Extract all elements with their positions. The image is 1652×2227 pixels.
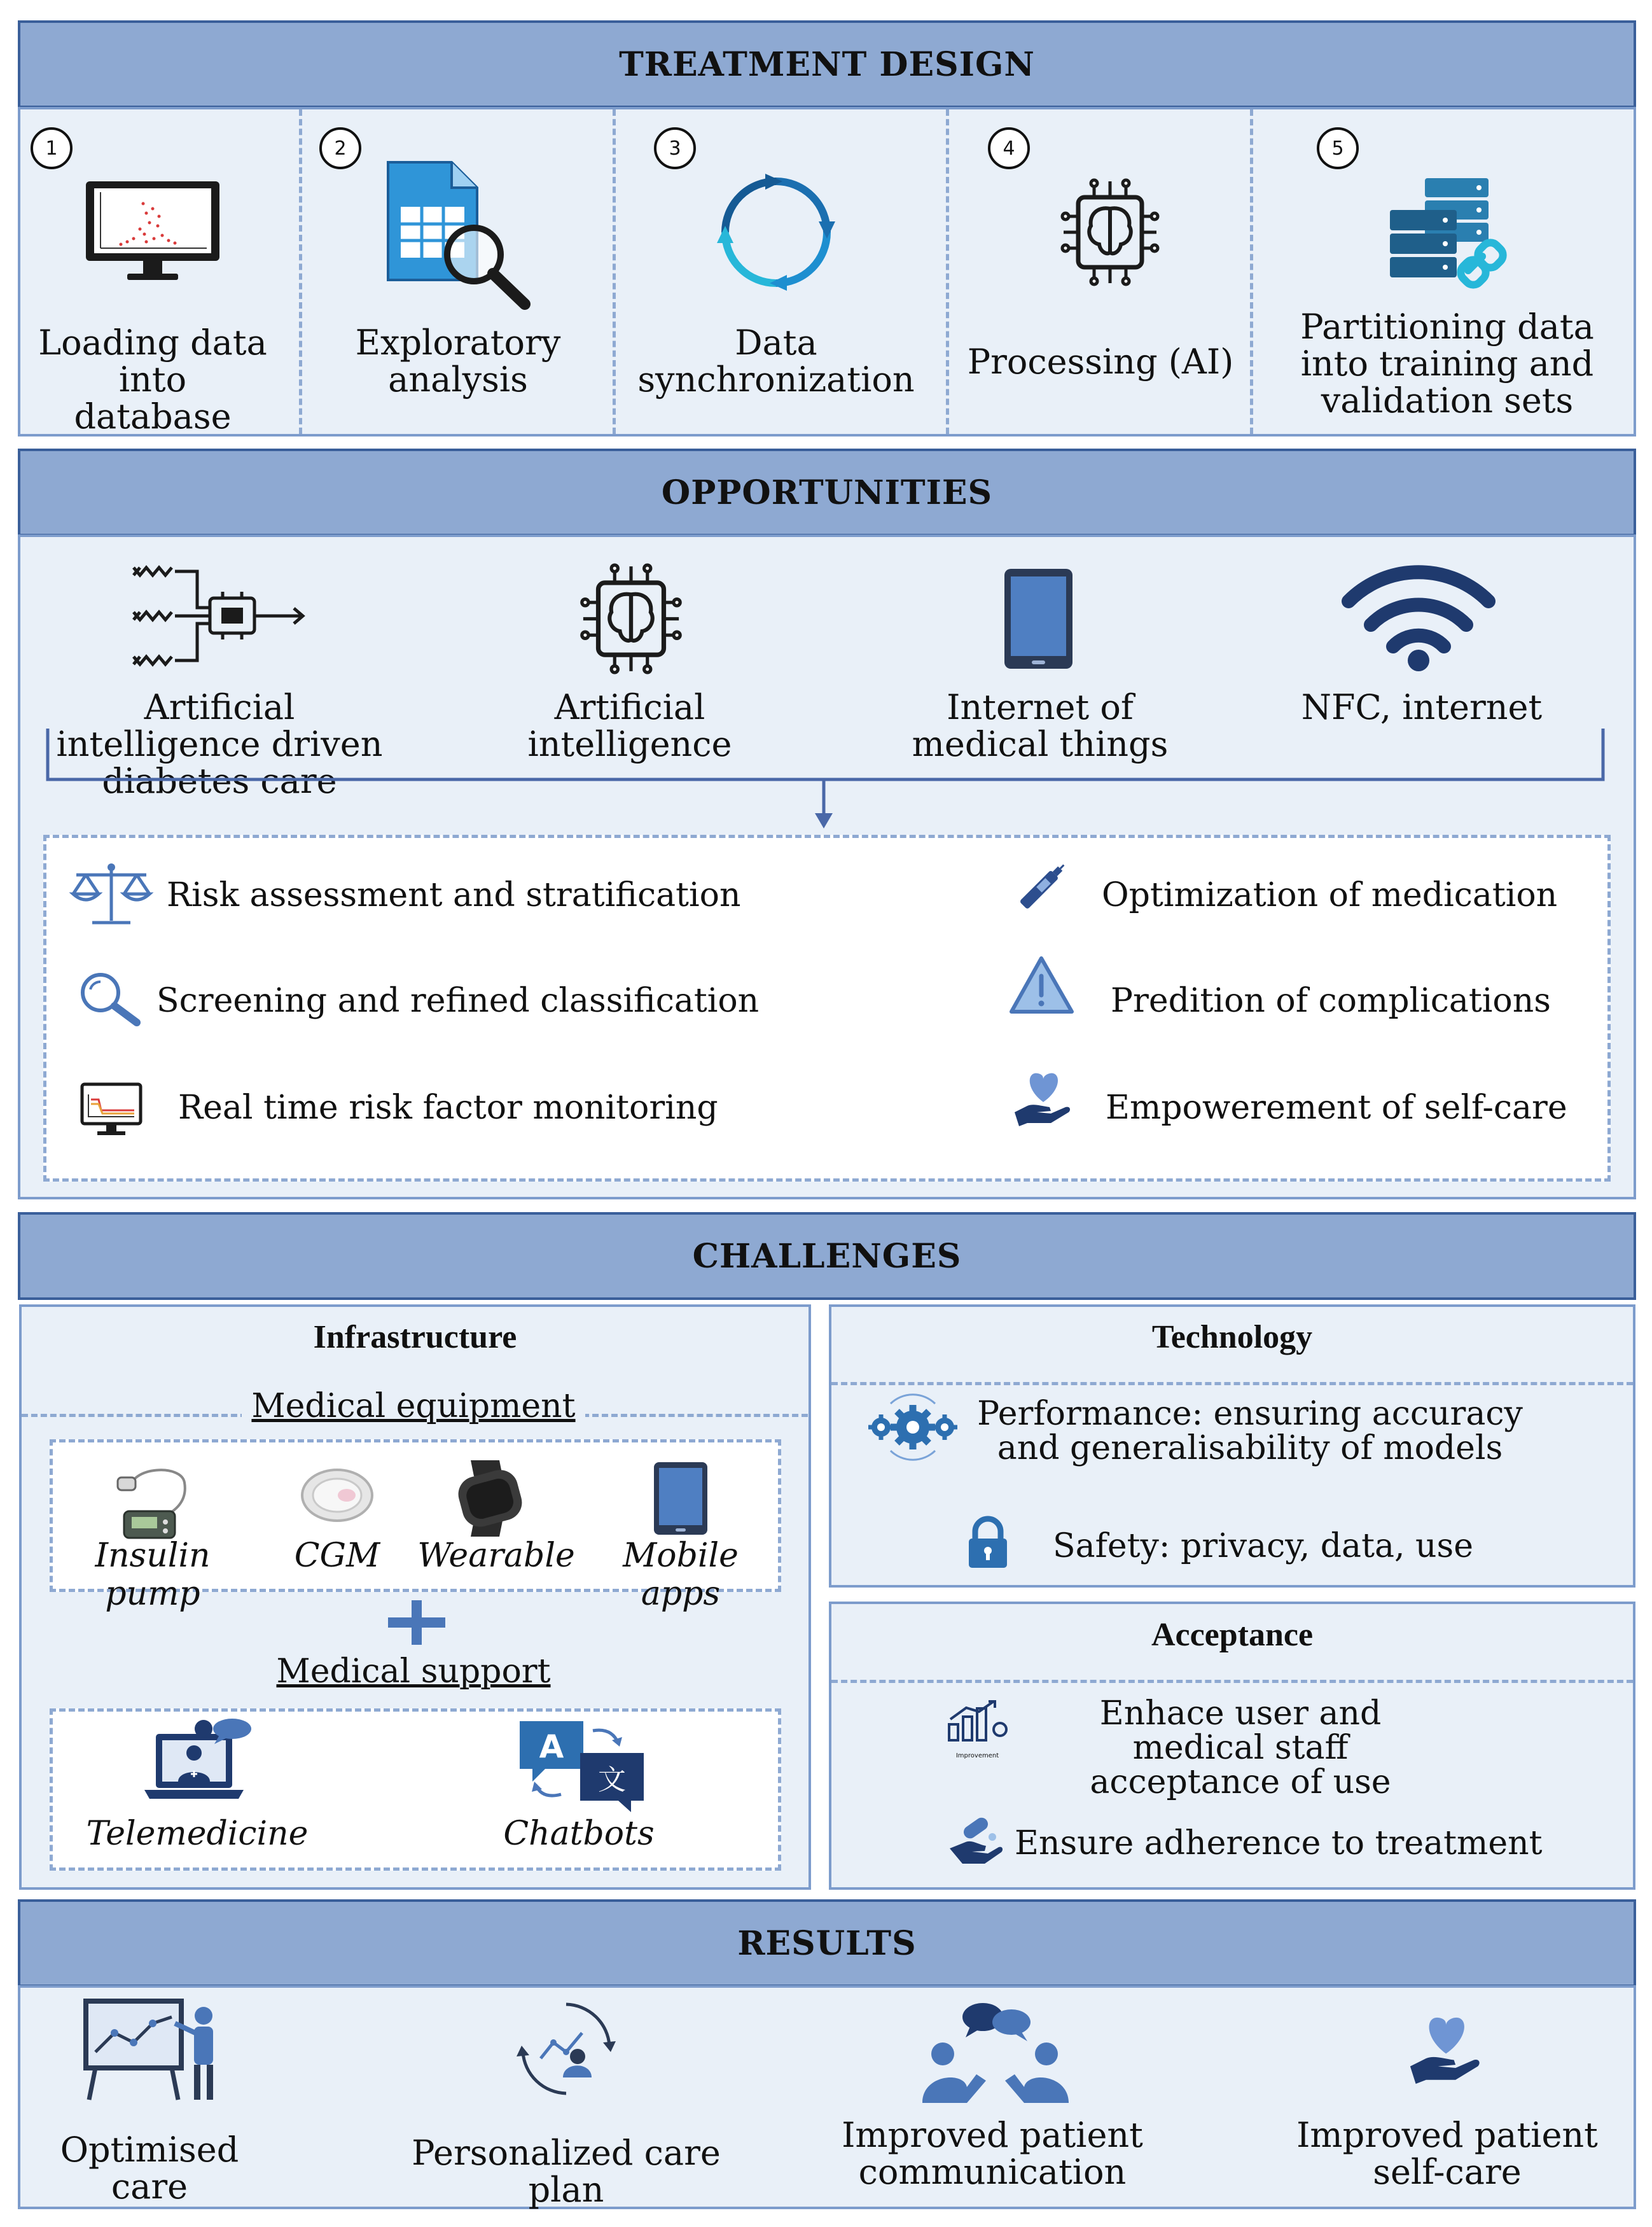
- acceptance-adherence: Ensure adherence to treatment: [1015, 1824, 1543, 1862]
- benefit-risk-assessment: Risk assessment and stratification: [167, 876, 741, 914]
- benefit-real-time-monitoring: Real time risk factor monitoring: [178, 1089, 718, 1127]
- spreadsheet-search-icon: [382, 159, 534, 312]
- smartwatch-icon: [448, 1457, 531, 1540]
- acceptance-title: Acceptance: [1151, 1617, 1314, 1653]
- magnifier-icon: [76, 970, 143, 1028]
- tech-label-iomt: Internet of medical things: [912, 687, 1169, 764]
- step-label-4: Processing (AI): [967, 342, 1234, 382]
- ai-brain-chip-icon: [567, 563, 695, 674]
- challenges-header: [18, 1212, 1636, 1300]
- divider: [299, 109, 302, 434]
- equipment-label-wearable: Wearable: [417, 1537, 575, 1575]
- opportunities-bracket-arrow: [45, 725, 1609, 834]
- insulin-pump-icon: [105, 1463, 200, 1540]
- cgm-sensor-icon: [299, 1467, 375, 1524]
- challenges-title: CHALLENGES: [692, 1236, 962, 1276]
- monitor-chart-icon: [83, 178, 223, 286]
- tech-label-ai: Artificial intelligence: [527, 687, 732, 764]
- opportunities-title: OPPORTUNITIES: [661, 473, 993, 512]
- technology-safety: Safety: privacy, data, use: [1053, 1527, 1473, 1565]
- pill-hand-icon: [947, 1817, 1004, 1867]
- divider: [613, 109, 616, 434]
- warning-triangle-icon: [1008, 954, 1075, 1015]
- gears-icon: [865, 1392, 961, 1462]
- results-title: RESULTS: [737, 1923, 917, 1963]
- ai-diabetes-chip-icon: [127, 560, 312, 681]
- technology-performance: Performance: ensuring accuracy and generalisability of models: [977, 1395, 1523, 1467]
- medical-support-title: Medical support: [276, 1652, 551, 1691]
- equipment-label-mobile-apps: Mobile apps: [623, 1537, 739, 1613]
- sync-cycle-icon: [716, 172, 836, 293]
- benefit-prediction-complications: Predition of complications: [1111, 982, 1551, 1020]
- opportunities-header: [18, 449, 1636, 536]
- step-number-3: 3: [654, 127, 696, 169]
- treatment-design-header: [18, 20, 1636, 108]
- benefit-optimization-medication: Optimization of medication: [1102, 876, 1558, 914]
- divider: [946, 109, 949, 434]
- monitoring-screen-icon: [80, 1082, 143, 1139]
- result-improved-self-care: Improved patient self-care: [1296, 2115, 1598, 2192]
- hand-heart-icon: [1011, 1063, 1072, 1126]
- divider: [1250, 109, 1253, 434]
- result-improved-communication: Improved patient communication: [842, 2115, 1143, 2192]
- tablet-icon: [652, 1460, 709, 1537]
- support-label-chatbots: Chatbots: [503, 1815, 655, 1853]
- svg-text:A: A: [539, 1728, 564, 1765]
- results-header: [18, 1899, 1636, 1987]
- personalized-plan-icon: [515, 1998, 617, 2100]
- padlock-icon: [966, 1516, 1010, 1570]
- equipment-label-insulin-pump: Insulin pump: [95, 1537, 211, 1613]
- equipment-label-cgm: CGM: [294, 1537, 380, 1575]
- telemedicine-laptop-icon: [143, 1715, 254, 1810]
- ai-brain-chip-icon: [1062, 178, 1158, 286]
- plus-icon: [385, 1597, 448, 1648]
- medical-equipment-title: Medical equipment: [242, 1387, 585, 1425]
- chatbot-translate-icon: [517, 1718, 650, 1813]
- step-number-4: 4: [988, 127, 1030, 169]
- tablet-icon: [1002, 566, 1075, 671]
- hand-heart-icon: [1406, 2004, 1482, 2084]
- presentation-chart-icon: [76, 1998, 223, 2100]
- result-personalized-care-plan: Personalized care plan: [412, 2133, 721, 2210]
- step-number-2: 2: [319, 127, 361, 169]
- improvement-caption: Improvement: [955, 1752, 999, 1759]
- insulin-pen-icon: [1011, 856, 1072, 916]
- server-link-icon: [1387, 175, 1514, 290]
- result-optimised-care: Optimised care: [60, 2130, 239, 2207]
- wifi-icon: [1339, 566, 1498, 671]
- treatment-design-title: TREATMENT DESIGN: [619, 45, 1035, 84]
- patient-communication-icon: [916, 1998, 1075, 2106]
- step-label-1: Loading data into database: [38, 323, 267, 436]
- step-number-5: 5: [1317, 127, 1359, 169]
- svg-text:文: 文: [598, 1764, 626, 1796]
- benefit-self-care: Empowerement of self-care: [1106, 1089, 1567, 1127]
- step-label-3: Data synchronization: [637, 323, 915, 400]
- divider: [831, 1382, 1633, 1385]
- tech-label-ai-diabetes: Artificial intelligence driven diabetes care: [56, 687, 383, 801]
- benefit-screening: Screening and refined classification: [156, 982, 760, 1020]
- technology-title: Technology: [1151, 1319, 1313, 1355]
- tech-label-nfc: NFC, internet: [1301, 687, 1543, 727]
- infrastructure-title: Infrastructure: [313, 1319, 517, 1355]
- improvement-chart-icon: [944, 1699, 1011, 1750]
- step-label-5: Partitioning data into training and validation sets: [1300, 307, 1594, 421]
- divider: [831, 1680, 1633, 1683]
- step-label-2: Exploratory analysis: [355, 323, 561, 400]
- balance-scale-icon: [70, 862, 153, 929]
- step-number-1: 1: [31, 127, 73, 169]
- support-label-telemedicine: Telemedicine: [86, 1815, 309, 1853]
- acceptance-enhance: Enhace user and medical staff acceptance of use: [1090, 1694, 1391, 1801]
